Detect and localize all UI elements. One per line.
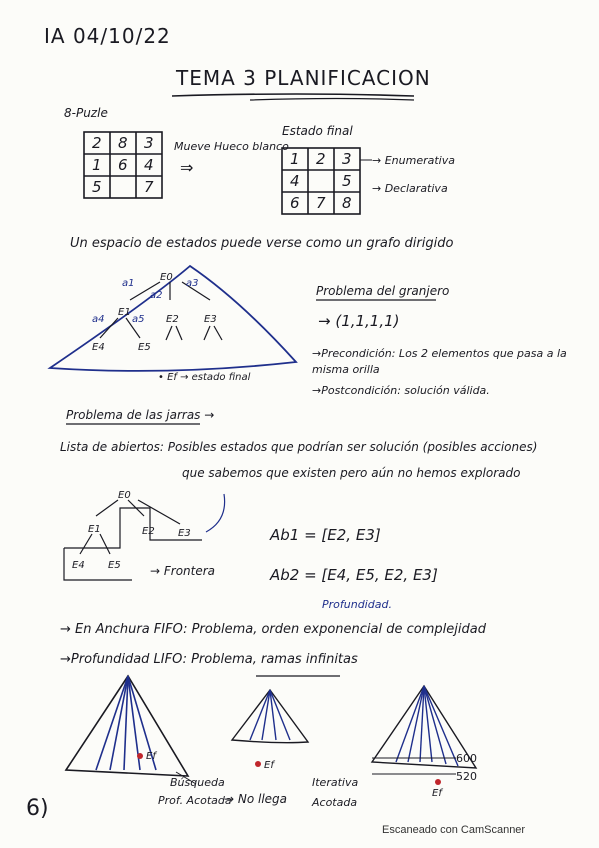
date-heading: IA 04/10/22 [44,24,171,48]
tree-e3: E3 [178,528,191,539]
final-cells [290,150,352,212]
ef-dot-1 [137,753,143,759]
node-e2: E2 [166,314,179,325]
ef-dot-3 [435,779,441,785]
puzzle-cell: 3 [144,134,154,152]
puzzle-label: 8-Puzle [64,106,108,120]
node-e5: E5 [138,342,151,353]
initial-cells [92,134,154,196]
puzzle-cell: 5 [92,178,102,196]
edge-a5: a5 [132,314,145,325]
move-label: Mueve Hueco blanco [174,140,289,153]
edge-a1: a1 [122,278,135,289]
profundidad-line: →Profundidad LIFO: Problema, ramas infinitas [60,652,358,667]
ab2-list: Ab2 = [E4, E5, E2, E3] [270,566,438,584]
node-e1: E1 [118,307,131,318]
edge-a3: a3 [186,278,199,289]
anchura-line: → En Anchura FIFO: Problema, orden exponencial de complejidad [60,622,486,637]
t3-label-b: Acotada [312,796,358,809]
puzzle-cell: 1 [92,156,102,174]
puzzle-cell: 3 [342,150,352,168]
puzzle-cell: 5 [342,172,352,190]
precondicion: →Precondición: Los 2 elementos que pasa a la misma orilla [312,347,567,376]
final-state-note: • Ef → estado final [158,372,251,383]
jarras-text: Problema de las jarras → [66,408,215,422]
ef-dot-2 [255,761,261,767]
title-underline [172,94,414,96]
depth-a: 600 [456,752,477,765]
puzzle-cell: 8 [342,194,352,212]
abiertos-line1: Lista de abiertos: Posibles estados que podrían ser solución (posibles acciones) [60,440,538,454]
tree-e5: E5 [108,560,121,571]
ab1-list: Ab1 = [E2, E3] [270,526,381,544]
frontera-label: → Frontera [150,564,216,578]
abiertos-tree [64,494,225,580]
ef-label-3: Ef [432,788,442,799]
tree-e0: E0 [118,490,131,501]
note-enumerativa: → Enumerativa [372,154,455,167]
node-e3: E3 [204,314,217,325]
puzzle-cell: 2 [92,134,102,152]
profundidad-label: Profundidad. [322,598,392,611]
ef-label-1: Ef [146,751,156,762]
puzzle-cell: 4 [290,172,300,190]
granjero-title: Problema del granjero [316,284,450,298]
puzzle-cell: 7 [316,194,326,212]
page-title: TEMA 3 PLANIFICACION [176,66,431,90]
granjero-state: → (1,1,1,1) [318,312,400,330]
tree-e4: E4 [72,560,85,571]
node-e4: E4 [92,342,105,353]
t3-label-a: Iterativa [312,776,359,789]
corner-mark: 6) [26,796,49,821]
puzzle-cell: 2 [316,150,326,168]
node-e0: E0 [160,272,173,283]
tree-e1: E1 [88,524,101,535]
puzzle-cell: 6 [290,194,300,212]
puzzle-cell: 1 [290,150,300,168]
puzzle-cell: 7 [144,178,154,196]
move-arrow: ⇒ [180,158,194,177]
note-declarativa: → Declarativa [372,182,448,195]
puzzle-cell: 4 [144,156,154,174]
scanner-watermark: Escaneado con CamScanner [382,824,526,836]
final-state-label: Estado final [282,124,353,138]
puzzle-cell: 6 [118,156,128,174]
triangle-profundidad [232,690,308,743]
ef-label-2: Ef [264,760,274,771]
triangle-anchura [66,676,188,776]
puzzle-cell: 8 [118,134,128,152]
graph-sentence: Un espacio de estados puede verse como un grafo dirigido [70,236,454,251]
t2-label: → No llega [224,792,288,806]
edge-a2: a2 [150,290,163,301]
t1-label-a: Búsqueda [170,776,225,789]
t1-label-b: Prof. Acotada [158,794,232,807]
abiertos-line2: que sabemos que existen pero aún no hemos explorado [182,466,521,480]
tree-e2: E2 [142,526,155,537]
triangle-iterativa [372,686,476,774]
postcondicion: →Postcondición: solución válida. [312,384,490,397]
depth-b: 520 [456,770,477,783]
edge-a4: a4 [92,314,105,325]
